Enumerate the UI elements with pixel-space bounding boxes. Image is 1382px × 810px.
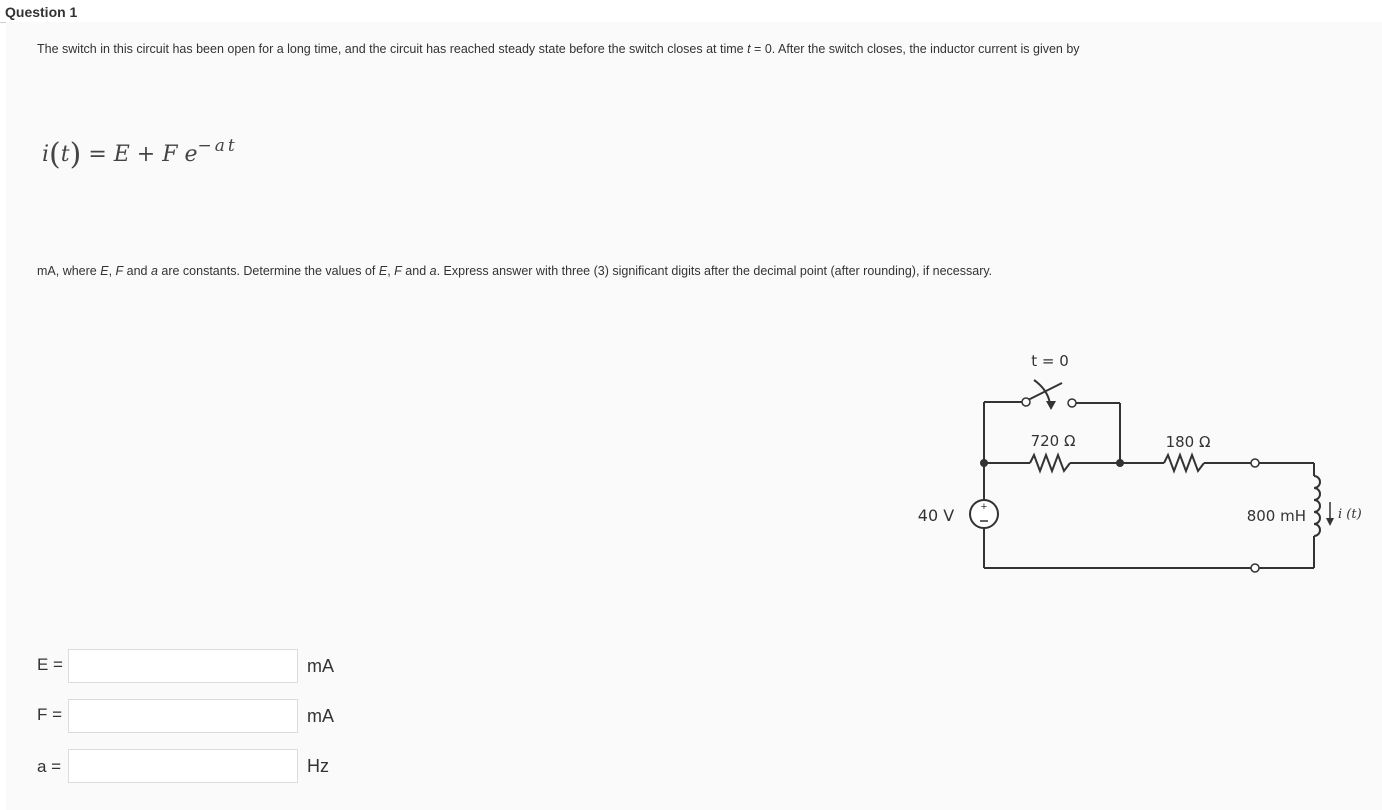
intro-after-text: = 0. After the switch closes, the inductor current is given by [750,42,1080,56]
junction-mid [1116,459,1124,467]
terminal-bottom [1251,564,1259,572]
resistor-720-label: 720 Ω [1030,432,1076,450]
resistor-720 [1030,455,1070,471]
intro-text: The switch in this circuit has been open for a long time, and the circuit has reached steady state before the switch closes at time [37,42,748,56]
switch-terminal-left [1022,398,1030,406]
inductor-label: 800 mH [1246,507,1306,525]
resistor-180 [1164,455,1204,471]
switch-arrowhead [1046,401,1056,410]
source-voltage-label: 40 V [917,506,955,525]
resistor-180-label: 180 Ω [1165,433,1211,451]
question-intro [37,42,1080,56]
answer-f-label: F = [37,705,63,724]
question-description [37,264,992,278]
answer-f-input[interactable] [68,699,298,733]
formula-open-paren: ( [49,137,61,172]
question-header [0,0,1382,23]
desc-var-f: F [115,264,124,278]
desc-mid: are constants. Determine the values of [157,264,379,278]
junction-left [980,459,988,467]
answer-a-unit: Hz [307,756,329,776]
desc-end: . Express answer with three (3) significant digits after the decimal point (after rounding), if necessary. [436,264,993,278]
switch-terminal-right [1068,399,1076,407]
formula-rest: = E + F e [81,142,198,167]
answer-f-unit: mA [307,706,334,726]
desc-var-e2: E [378,264,388,278]
formula-close-paren: ) [69,137,82,172]
desc-sep1: , [108,264,116,278]
terminal-top [1251,459,1259,467]
current-label: i (t) [1338,507,1362,522]
circuit-diagram [900,344,1380,584]
desc-prefix: mA, where [37,264,101,278]
desc-var-f2: F [394,264,402,278]
desc-and: and [123,264,151,278]
formula-i: i [42,142,50,167]
answer-a-input[interactable] [68,749,298,783]
answer-e-label: E = [37,655,63,674]
inductor-coil [1314,476,1320,536]
formula-exponent: −at [197,136,238,156]
desc-var-a: a [150,264,158,278]
answer-a-label: a = [37,757,62,776]
answer-e-unit: mA [307,656,334,676]
source-plus-sign: + [980,501,988,513]
current-arrowhead [1326,518,1334,526]
desc-sep2: , [387,264,395,278]
current-formula [42,136,238,172]
question-title: Question 1 [5,4,78,20]
desc-var-e: E [100,264,109,278]
answer-e-input[interactable] [68,649,298,683]
desc-var-a2: a [429,264,437,278]
switch-label: t = 0 [1031,352,1069,370]
formula-t: t [60,142,70,167]
intro-t-var: t [747,42,751,56]
desc-and2: and [401,264,430,278]
